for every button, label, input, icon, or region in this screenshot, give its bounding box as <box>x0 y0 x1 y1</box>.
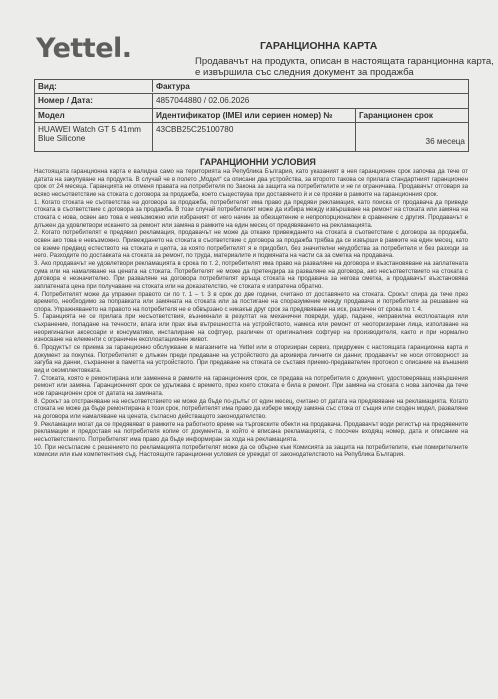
conditions-text <box>34 168 468 696</box>
model-value: HUAWEI Watch GT 5 41mm Blue Silicone <box>35 123 153 151</box>
document-table <box>34 79 469 152</box>
condition-paragraph: Настоящата гаранционна карта е валидна само на територията на Република България, като указаният в нея гаранционен срок започва да тече от датата на закупуване на продукта. В случай че в полето „Модел“ са описани два устройства, за второто такова се прилага стандартният гаранционен срок от 24 месеца. Гаранцията не отменя правата на потребителя по Закона за защита на потребителите и не ги ограничава. Продавачът отговаря за всяко несъответствие на стоката с договора за продажба, което съществува при доставянето ѝ и се прояви в рамките на гаранционния срок. <box>34 168 468 198</box>
id-header: Идентификатор (IMEI или сериен номер) № <box>153 109 356 122</box>
condition-paragraph: 1. Когато стоката не съответства на договора за продажба, потребителят има право да предяви рекламация, като поиска от продавача да приведе стоката в съответствие с договора за продажба. В този случай потребителят може да избира между извършване на ремонт на стоката или замяна на стоката с нова, освен ако това е невъзможно или избраният от него начин за обезщетение е непропорционален в сравнение с другия. Продавачът е длъжен да удовлетвори искането за ремонт или замяна в рамките на един месец от предявяването на рекламацията. <box>34 198 468 229</box>
warranty-header: Гаранционен срок <box>359 111 434 120</box>
condition-paragraph: 6. Продуктът се приема за гаранционно обслужване в магазините на Yettel или в оторизиран сервиз, придружен с настоящата гаранционна карта и документ за покупка. Потребителят е длъжен преди предаване на устройството да архивира личните си данни; продавачът не носи отговорност за загуба на данни, съхранени в паметта на устройството. При предаване на стоката се съставя приемо-предавателен протокол с описание на външния вид и окомплектовката. <box>34 344 468 375</box>
warranty-value: 36 месеца <box>425 137 465 146</box>
model-header-row <box>35 108 468 122</box>
number-date-label: Номер / Дата: <box>35 94 153 108</box>
invoice-label: Фактура <box>156 82 190 91</box>
condition-paragraph: 7. Стоката, която е ремонтирана или заменена в рамките на гаранционния срок, се предава на потребителя с документ, удостоверяващ извършения ремонт или замяна. Гаранционният срок се удължава с времето, през което стоката е била в ремонт. При замяна на стоката с нова започва да тече нов гаранционен срок от датата на замяната. <box>34 374 468 398</box>
condition-paragraph: 9. Рекламации могат да се предявяват в рамките на работното време на търговските обекти на продавача. Продавачът води регистър на предявените рекламации и предоставя на потребителя копие от документа, в който е вписана рекламацията, с посочен входящ номер, дата и описание на несъответствието. Потребителят има право да бъде информиран за хода на рекламацията. <box>34 420 468 443</box>
card-title: ГАРАНЦИОННА КАРТА <box>260 40 378 52</box>
model-header: Модел <box>35 109 153 122</box>
condition-paragraph: 8. Срокът за отстраняване на несъответствието не може да бъде по-дълъг от един месец, считано от датата на предявяване на рекламацията. Когато стоката не може да бъде ремонтирана в този срок, потребителят има право да избере между замяна със стока от същия или сходен модел, разваляне на договора или намаляване на цената, съгласно действащото законодателство. <box>34 397 468 420</box>
seller-line-2: е извършила със следния документ за продажба <box>195 67 414 78</box>
product-row <box>35 122 468 151</box>
condition-paragraph: 4. Потребителят може да упражни правото си по т. 1 – т. 3 в срок до две години, считано от доставянето на стоката. Срокът спира да тече през времето, необходимо за поправката или замяната на стоката или за постигане на споразумение между продавача и потребителя за решаване на спора. Упражняването на правото на потребителя не е обвързано с никакъв друг срок за предявяване на иск, различен от срока по т. 4. <box>34 290 468 313</box>
type-label: Вид: <box>35 80 153 92</box>
conditions-title: ГАРАНЦИОННИ УСЛОВИЯ <box>200 157 316 167</box>
condition-paragraph: 5. Гаранцията не се прилага при несъответствия, възникнали в резултат на механични повреди, удар, падане, неправилна експлоатация или съхранение, попадане на течности, влага или прах във вътрешността на устройството, намеса или ремонт от неоторизирани лица, използване на неоригинални аксесоари и консумативи, инсталиране на софтуер, различен от оригиналния софтуер на производителя, както и при нормално износване на елементи с ограничен експлоатационен живот. <box>34 313 468 344</box>
condition-paragraph: 10. При несъгласие с решението по рекламацията потребителят може да се обърне към Комисията за защита на потребителите, към помирителните комисии или към компетентния съд. Настоящите гаранционни условия се уреждат от законодателството на Република България. <box>34 443 468 459</box>
id-value: 43CBB25C25100780 <box>153 123 356 151</box>
document-type-row <box>35 80 468 93</box>
brand-logo: Yettel. <box>36 33 132 64</box>
seller-line-1: Продавачът на продукта, описан в настоящата гаранционна карта, <box>195 56 494 67</box>
condition-paragraph: 3. Ако продавачът не удовлетвори рекламацията в срока по т. 2, потребителят има право на разваляне на договора и възстановяване на заплатената сума или на намаляване на цената на стоката. Потребителят не може да претендира за разваляне на договора, ако несъответствието на стоката с договора е незначително. При разваляне на договора потребителят връща стоката на продавача за негова сметка, а продавачът възстановява заплатената цена при получаване на стоката или на доказателство, че стоката е изпратена обратно. <box>34 259 468 290</box>
invoice-value: 4857044880 / 02.06.2026 <box>156 96 250 105</box>
number-date-row <box>35 93 468 108</box>
condition-paragraph: 2. Когато потребителят е предявил рекламация, продавачът не може да откаже привеждането на стоката в съответствие с договора за продажба, освен ако това е невъзможно. Привеждането на стоката в съответствие с договора за продажба трябва да се извърши в рамките на един месец, като се вземе предвид естеството на стоката и целта, за която потребителят я е придобил, без значителни неудобства за потребителя и без разходи за него. Разходите по доставката на стоката за ремонт, по труда, материалите и подмяната на части са за сметка на продавача. <box>34 229 468 260</box>
